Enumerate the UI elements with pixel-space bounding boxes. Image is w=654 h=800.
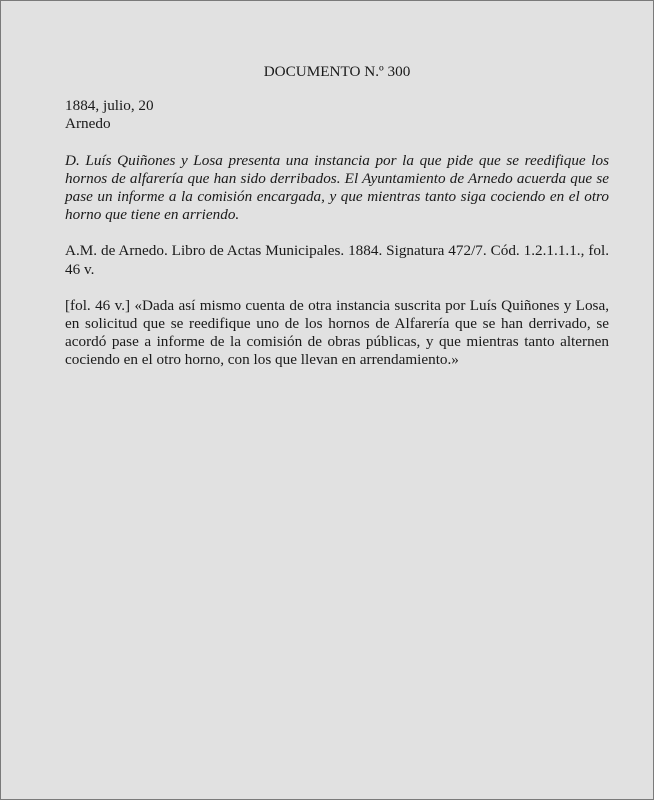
document-summary: D. Luís Quiñones y Losa presenta una instancia por la que pide que se reedifique los hornos de alfarería que han sido derribados. El Ayuntamiento de Arnedo acuerda que se pase un informe a la comisión encargada, y que mientras tanto siga cociendo en el otro horno que tiene en arriendo. (65, 151, 609, 224)
document-body (65, 63, 609, 370)
archival-source: A.M. de Arnedo. Libro de Actas Municipales. 1884. Signatura 472/7. Cód. 1.2.1.1.1., fol. 46 v. (65, 242, 609, 278)
document-title: DOCUMENTO N.º 300 (263, 63, 411, 80)
document-date: 1884, julio, 20 (65, 97, 154, 115)
document-place: Arnedo (65, 115, 111, 133)
document-transcription: [fol. 46 v.] «Dada así mismo cuenta de otra instancia suscrita por Luís Quiñones y Losa, en solicitud que se reedifique uno de los hornos de Alfarería que se han derrivado, se acordó pase a informe de la comisión de obras públicas, y que mientras tanto alternen cociendo en el otro horno, con los que llevan en arrendamiento.» (65, 296, 609, 369)
date-place-block (65, 97, 609, 133)
